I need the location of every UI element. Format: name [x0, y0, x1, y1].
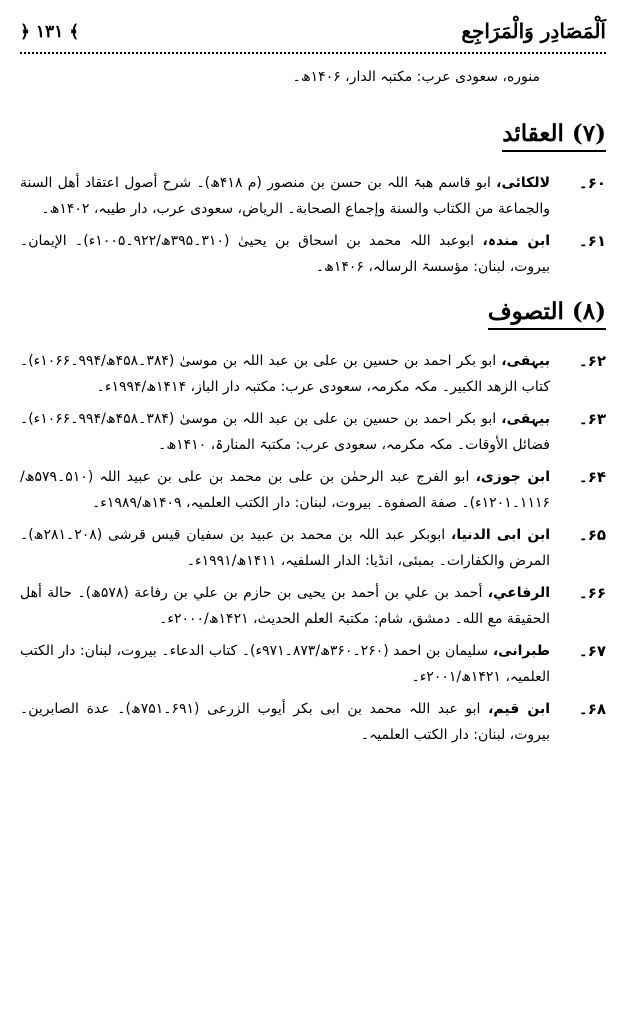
bibliography-entry — [20, 696, 606, 748]
entry-details: ابوبکر عبد اللہ بن محمد بن عبید بن سفیان قیس قرشی (۲۰۸۔۲۸۱ھ)۔ المرض والكفارات۔ بمبئی، انڈیا: الدار السلفیہ، ۱۴۱۱ھ/۱۹۹۱ء۔ — [20, 527, 550, 569]
continuation-text: منوره، سعودی عرب: مکتبہ الدار، ۱۴۰۶ھ۔ — [292, 69, 540, 85]
entry-number: ۶۸۔ — [578, 700, 606, 718]
entry-author: طبرانی، — [492, 643, 550, 659]
entry-details: ابو عبد اللہ محمد بن ابی بکر أیوب الزرعی (۶۹۱۔۷۵۱ھ)۔ عدة الصابرين۔ بیروت، لبنان: دار الکتب العلمیہ۔ — [20, 701, 550, 743]
entry-number: ۶۰۔ — [578, 174, 606, 192]
entry-details: سلیمان بن احمد (۲۶۰۔۳۶۰ھ/۸۷۳۔۹۷۱ء)۔ کتاب الدعاء۔ بیروت، لبنان: دار الکتب العلمیہ، ۱۴۲۱ھ/۲۰۰۱ء۔ — [20, 643, 550, 685]
entry-author: ابن مندہ، — [482, 233, 550, 249]
header-divider — [20, 52, 606, 54]
entry-details: ابو بکر احمد بن حسین بن علی بن عبد اللہ بن موسیٰ (۳۸۴۔۴۵۸ھ/۹۹۴۔۱۰۶۶ء)۔ فضائل الأوقات۔ مکہ مکرمہ، سعودی عرب: مکتبۃ المنارۃ، ۱۴۱۰ھ۔ — [20, 411, 550, 453]
bibliography-entry — [20, 348, 606, 400]
entry-text — [20, 348, 550, 400]
entry-text — [20, 228, 550, 280]
entry-author: بیہقی، — [501, 411, 550, 427]
section-heading-wrap — [20, 112, 606, 162]
entry-number: ۶۱۔ — [578, 232, 606, 250]
entry-number: ۶۶۔ — [578, 584, 606, 602]
entry-details: ابو الفرج عبد الرحمٰن بن علی بن محمد بن علی بن عبید اللہ (۵۱۰۔۵۷۹ھ/۱۱۱۶۔۱۲۰۱ء)۔ صفة الصفوة۔ بیروت، لبنان: دار الکتب العلمیہ، ۱۴۰۹ھ/۱۹۸۹ء۔ — [20, 469, 550, 511]
bibliography-entry — [20, 170, 606, 222]
entry-author: لالکائی، — [496, 175, 550, 191]
entry-author: بیہقی، — [501, 353, 550, 369]
entry-author: ابن ابی الدنیا، — [451, 527, 550, 543]
bibliography-entry — [20, 406, 606, 458]
section-heading-wrap — [20, 290, 606, 340]
entry-text — [20, 580, 550, 632]
entry-details: ابوعبد اللہ محمد بن اسحاق بن یحییٰ (۳۱۰۔۳۹۵ھ/۹۲۲۔۱۰۰۵ء)۔ الإیمان۔ بیروت، لبنان: مؤسسۃ الرسالہ، ۱۴۰۶ھ۔ — [20, 233, 550, 275]
entry-number: ۶۳۔ — [578, 410, 606, 428]
bibliography-entry — [20, 464, 606, 516]
bibliography-entry — [20, 228, 606, 280]
entry-details: ابو قاسم ھبۃ اللہ بن حسن بن منصور (م ۴۱۸ھ)۔ شرح أصول اعتقاد أهل السنة والجماعة من الكتاب والسنة وإجماع الصحابة۔ الریاض، سعودی عرب، دار طیبہ، ۱۴۰۲ھ۔ — [20, 175, 550, 217]
entry-text — [20, 406, 550, 458]
entry-text — [20, 170, 550, 222]
entry-text — [20, 696, 550, 748]
entry-author: ابن قیم، — [488, 701, 550, 717]
entry-number: ۶۲۔ — [578, 352, 606, 370]
entry-author: الرفاعي، — [487, 585, 550, 601]
entry-text — [20, 464, 550, 516]
entry-text — [20, 522, 550, 574]
entry-number: ۶۷۔ — [578, 642, 606, 660]
bibliography-entry — [20, 638, 606, 690]
page-header — [20, 14, 606, 48]
entry-number: ۶۵۔ — [578, 526, 606, 544]
entry-details: أحمد بن علي بن أحمد بن يحيى بن حازم بن علي بن رفاعة (۵۷۸ھ)۔ حالة أهل الحقيقة مع الله۔ دمشق، شام: مکتبۃ العلم الحدیث، ۱۴۲۱ھ/۲۰۰۰ء۔ — [20, 585, 550, 627]
bibliography-entry — [20, 580, 606, 632]
running-title: اَلْمَصَادِر وَالْمَرَاجِع — [461, 19, 606, 43]
entry-number: ۶۴۔ — [578, 468, 606, 486]
page-number: ﴿ ۱۳۱ ﴾ — [20, 21, 80, 42]
entry-details: ابو بکر احمد بن حسین بن علی بن عبد اللہ بن موسیٰ (۳۸۴۔۴۵۸ھ/۹۹۴۔۱۰۶۶ء)۔ کتاب الزهد الكبير۔ مکہ مکرمہ، سعودی عرب: مکتبہ دار الباز، ۱۴۱۴ھ/۱۹۹۴ء۔ — [20, 353, 550, 395]
section-heading-tasawwuf: (۸) التصوف — [488, 296, 606, 330]
section-heading-aqaid: (۷) العقائد — [502, 118, 606, 152]
bibliography-entry — [20, 522, 606, 574]
entry-text — [20, 638, 550, 690]
entry-author: ابن جوزی، — [475, 469, 550, 485]
